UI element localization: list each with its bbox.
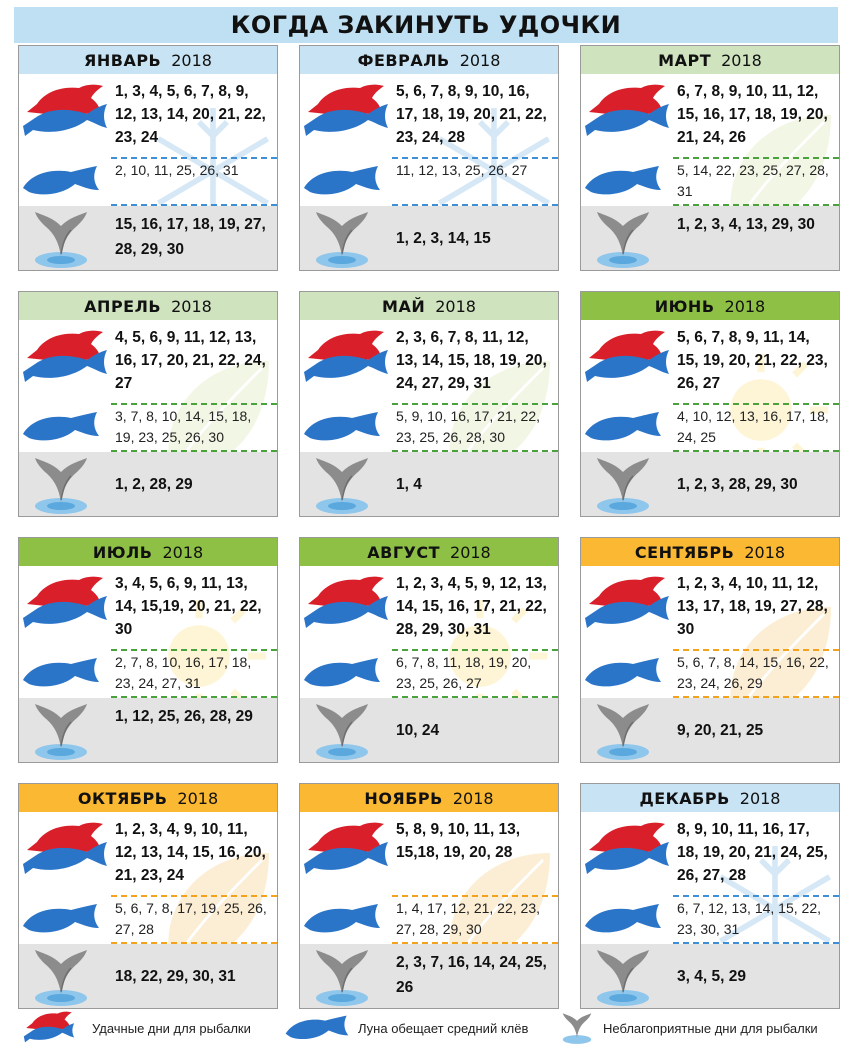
red-and-blue-fish-icon [583,82,671,142]
red-and-blue-fish-icon [583,820,671,880]
bad-days-list: 1, 2, 3, 28, 29, 30 [677,476,798,493]
month-name: ЯНВАРЬ [84,50,162,70]
legend [14,1010,840,1046]
legend-item-mid [284,1010,528,1046]
bad-days-list: 1, 2, 28, 29 [115,476,193,493]
good-days-list: 1, 2, 3, 4, 10, 11, 12, 13, 17, 18, 19, 27, 28, 30 [677,575,828,638]
month-card [299,783,559,1009]
bad-days-section [581,452,839,517]
blue-fish-icon [583,164,663,198]
bad-days-section [300,944,558,1009]
blue-fish-icon [21,656,101,690]
month-header [300,46,558,74]
bad-days-section [300,452,558,517]
month-year: 2018 [171,296,212,316]
bad-days-section [19,944,277,1009]
medium-days-list: 5, 6, 7, 8, 17, 19, 25, 26, 27, 28 [115,900,267,937]
month-card [299,45,559,271]
blue-fish-icon [302,164,382,198]
red-and-blue-fish-icon [21,820,109,880]
medium-days-list: 5, 6, 7, 8, 14, 15, 16, 22, 23, 24, 26, 29 [677,654,829,691]
blue-fish-icon [302,410,382,444]
red-and-blue-fish-icon [21,82,109,142]
red-and-blue-fish-icon [21,574,109,634]
month-name: ИЮНЬ [654,296,715,316]
medium-days-list: 5, 9, 10, 16, 17, 21, 22, 23, 25, 26, 28, 30 [396,408,540,445]
fish-tail-in-water-icon [593,946,653,1008]
month-name: СЕНТЯБРЬ [634,542,735,562]
fish-tail-in-water-icon [31,208,91,270]
month-name: АВГУСТ [367,542,441,562]
month-card [18,537,278,763]
good-days-section [300,76,558,152]
fish-tail-in-water-icon [593,700,653,762]
medium-days-section [19,156,277,204]
good-days-section [300,322,558,398]
bad-days-list: 10, 24 [396,722,440,739]
month-header [19,538,277,566]
bad-days-section [300,206,558,271]
medium-days-list: 6, 7, 12, 13, 14, 15, 22, 23, 30, 31 [677,900,821,937]
fish-tail-in-water-icon [312,454,372,516]
blue-fish-icon [21,902,101,936]
month-year: 2018 [459,50,501,70]
bad-days-list: 1, 2, 3, 4, 13, 29, 30 [677,216,815,233]
month-name: АПРЕЛЬ [84,296,162,316]
red-and-blue-fish-icon [302,328,390,388]
good-days-section [19,568,277,644]
month-year: 2018 [739,788,781,808]
month-card [580,783,840,1009]
month-name: ИЮЛЬ [92,542,153,562]
medium-days-list: 11, 12, 13, 25, 26, 27 [396,162,528,178]
fish-tail-in-water-icon [31,454,91,516]
fish-tail-in-water-icon [312,946,372,1008]
bad-days-section [19,206,277,271]
blue-fish-icon [21,410,101,444]
medium-days-section [581,894,839,942]
red-and-blue-fish-icon [302,574,390,634]
medium-days-list: 3, 7, 8, 10, 14, 15, 18, 19, 23, 25, 26, 30 [115,408,252,445]
good-days-section [581,322,839,398]
red-and-blue-fish-icon [14,1010,84,1046]
month-card [18,783,278,1009]
blue-fish-icon [583,410,663,444]
bad-days-list: 3, 4, 5, 29 [677,968,746,985]
medium-days-section [300,648,558,696]
month-header [581,538,839,566]
months-grid [18,45,840,1005]
month-year: 2018 [177,788,219,808]
month-header [300,292,558,320]
fish-tail-in-water-icon [593,454,653,516]
fish-tail-in-water-icon [31,700,91,762]
medium-days-list: 2, 7, 8, 10, 16, 17, 18, 23, 24, 27, 31 [115,654,252,691]
good-days-section [19,814,277,890]
month-year: 2018 [450,542,491,562]
month-header [581,292,839,320]
red-and-blue-fish-icon [583,574,671,634]
month-name: НОЯБРЬ [364,788,443,808]
medium-days-section [581,402,839,450]
red-and-blue-fish-icon [583,328,671,388]
blue-fish-icon [583,656,663,690]
bad-days-section [581,944,839,1009]
blue-fish-icon [284,1013,350,1043]
month-header [581,784,839,812]
red-and-blue-fish-icon [21,328,109,388]
good-days-section [19,322,277,398]
legend-bad-label: Неблагоприятные дни для рыбалки [603,1020,818,1036]
bad-days-section [19,452,277,517]
medium-days-section [581,648,839,696]
medium-days-list: 5, 14, 22, 23, 25, 27, 28, 31 [677,162,829,199]
red-and-blue-fish-icon [302,820,390,880]
bad-days-section [581,698,839,763]
good-days-list: 6, 7, 8, 9, 10, 11, 12, 15, 16, 17, 18, 19, 20, 21, 24, 26 [677,83,828,146]
month-header [19,784,277,812]
good-days-section [581,814,839,890]
month-header [300,538,558,566]
good-days-section [581,568,839,644]
blue-fish-icon [21,164,101,198]
good-days-list: 1, 3, 4, 5, 6, 7, 8, 9, 12, 13, 14, 20, 21, 22, 23, 24 [115,83,266,146]
bad-days-section [300,698,558,763]
month-name: ФЕВРАЛЬ [357,50,450,70]
bad-days-list: 18, 22, 29, 30, 31 [115,968,236,985]
month-header [19,46,277,74]
bad-days-list: 1, 2, 3, 14, 15 [396,230,491,247]
month-year: 2018 [724,296,766,316]
legend-item-good [14,1010,251,1046]
medium-days-section [19,402,277,450]
medium-days-section [581,156,839,204]
month-year: 2018 [435,296,476,316]
medium-days-list: 2, 10, 11, 25, 26, 31 [115,162,239,178]
good-days-list: 1, 2, 3, 4, 5, 9, 12, 13, 14, 15, 16, 17, 21, 22, 28, 29, 30, 31 [396,575,547,638]
legend-good-label: Удачные дни для рыбалки [92,1020,251,1036]
month-header [300,784,558,812]
good-days-list: 5, 6, 7, 8, 9, 10, 16, 17, 18, 19, 20, 21, 22, 23, 24, 28 [396,83,547,146]
bad-days-list: 1, 12, 25, 26, 28, 29 [115,708,253,725]
month-name: ДЕКАБРЬ [639,788,730,808]
medium-days-list: 4, 10, 12, 13, 16, 17, 18, 24, 25 [677,408,829,445]
blue-fish-icon [302,902,382,936]
medium-days-section [19,648,277,696]
medium-days-section [300,156,558,204]
month-year: 2018 [162,542,204,562]
month-card [18,45,278,271]
month-year: 2018 [721,50,762,70]
good-days-section [581,76,839,152]
month-card [580,45,840,271]
legend-mid-label: Луна обещает средний клёв [358,1020,529,1036]
fish-tail-in-water-icon [312,208,372,270]
good-days-list: 5, 6, 7, 8, 9, 11, 14, 15, 19, 20, 21, 22, 23, 26, 27 [677,329,828,392]
fish-tail-in-water-icon [593,208,653,270]
bad-days-list: 15, 16, 17, 18, 19, 27, 28, 29, 30 [115,216,266,258]
bad-days-list: 9, 20, 21, 25 [677,722,764,739]
legend-item-bad [559,1010,818,1046]
good-days-list: 1, 2, 3, 4, 9, 10, 11, 12, 13, 14, 15, 16, 20, 21, 23, 24 [115,821,266,884]
month-card [18,291,278,517]
good-days-list: 4, 5, 6, 9, 11, 12, 13, 16, 17, 20, 21, 22, 24, 27 [115,329,266,392]
page-title: КОГДА ЗАКИНУТЬ УДОЧКИ [230,11,622,39]
bad-days-section [19,698,277,763]
month-card [299,537,559,763]
good-days-section [300,568,558,644]
good-days-section [300,814,558,890]
month-year: 2018 [171,50,212,70]
month-year: 2018 [744,542,786,562]
month-header [19,292,277,320]
medium-days-section [19,894,277,942]
good-days-list: 2, 3, 6, 7, 8, 11, 12, 13, 14, 15, 18, 19, 20, 24, 27, 29, 31 [396,329,547,392]
month-header [581,46,839,74]
fish-tail-in-water-icon [31,946,91,1008]
medium-days-list: 6, 7, 8, 11, 18, 19, 20, 23, 25, 26, 27 [396,654,532,691]
month-year: 2018 [452,788,494,808]
blue-fish-icon [583,902,663,936]
month-name: ОКТЯБРЬ [77,788,168,808]
good-days-list: 3, 4, 5, 6, 9, 11, 13, 14, 15,19, 20, 21, 22, 30 [115,575,262,638]
good-days-section [19,76,277,152]
month-card [299,291,559,517]
month-name: МАРТ [658,50,712,70]
title-banner [14,7,838,43]
bad-days-list: 1, 4 [396,476,422,493]
good-days-list: 5, 8, 9, 10, 11, 13, 15,18, 19, 20, 28 [396,821,521,861]
bad-days-section [581,206,839,271]
red-and-blue-fish-icon [302,82,390,142]
medium-days-section [300,402,558,450]
month-name: МАЙ [382,296,426,316]
blue-fish-icon [302,656,382,690]
month-card [580,291,840,517]
bad-days-list: 2, 3, 7, 16, 14, 24, 25, 26 [396,954,547,996]
medium-days-section [300,894,558,942]
fish-tail-in-water-icon [559,1011,595,1045]
month-card [580,537,840,763]
fish-tail-in-water-icon [312,700,372,762]
good-days-list: 8, 9, 10, 11, 16, 17, 18, 19, 20, 21, 24, 25, 26, 27, 28 [677,821,828,884]
medium-days-list: 1, 4, 17, 12, 21, 22, 23, 27, 28, 29, 30 [396,900,540,937]
